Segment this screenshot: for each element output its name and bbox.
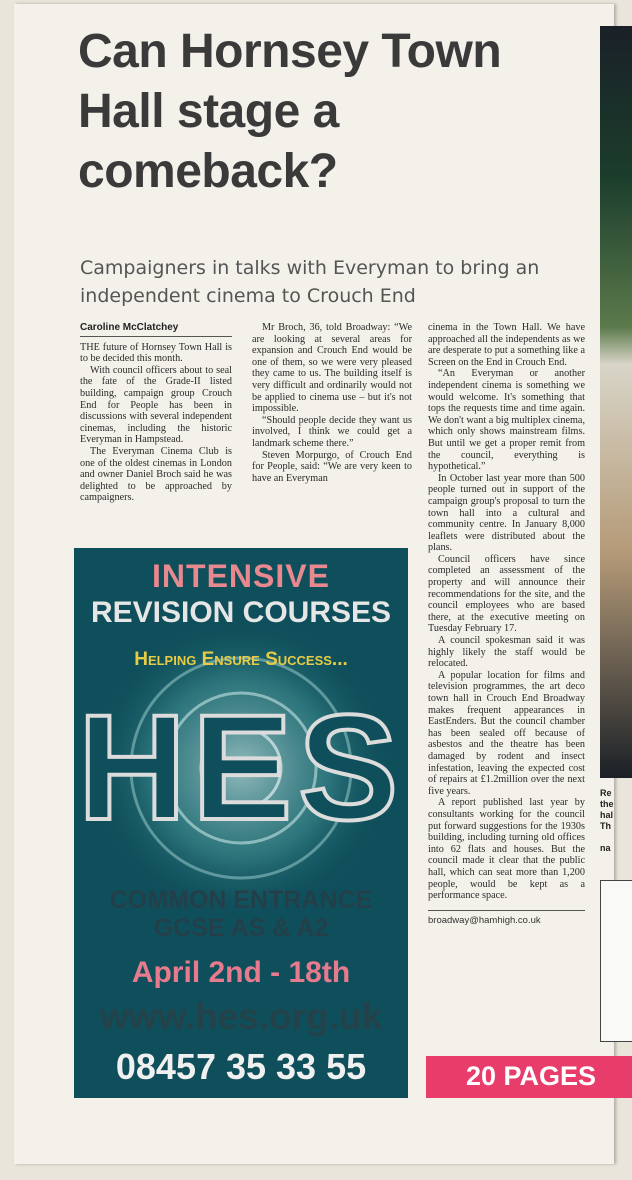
- ad-tagline: Helping Ensure Success...: [134, 649, 348, 670]
- ad-common-entrance: COMMON ENTRANCE: [109, 886, 373, 914]
- ad-phone: 08457 35 33 55: [115, 1046, 367, 1087]
- paragraph: Steven Morpurgo, of Crouch End for People, said: “We are very keen to have an Everyman: [252, 449, 412, 484]
- photo-caption-fragment: Re the hal Th na: [600, 788, 614, 853]
- paragraph: THE future of Hornsey Town Hall is to be decided this month.: [80, 341, 232, 365]
- sidebar-box: [600, 880, 632, 1042]
- banner-text: 20 PAGES: [466, 1061, 597, 1091]
- paragraph: Mr Broch, 36, told Broadway: “We are looking at several areas for expansion and Crouch End would be one of them, so we were very pleased they came to us. The building itself is very difficult and ordinarily would not be applied to cinema use – but it's not impossible.: [252, 322, 412, 415]
- paragraph: “Should people decide they want us involved, I think we could get a landmark scheme there.”: [252, 414, 412, 449]
- paragraph: A popular location for films and television programmes, the art deco town hall in Crouch End Broadway makes frequent appearances in EastEnders. But the council chamber has been sealed off because of asbestos and the theatre has been damaged by rodent and insect infestation, leaving the expected cost of repairs at £1.2million over the next five years.: [428, 669, 585, 797]
- article-column-1: [80, 322, 232, 504]
- paragraph: In October last year more than 500 people turned out in support of the campaign group's proposal to turn the town hall into a cultural and community centre. In January 8,000 leaflets were distributed about the plans.: [428, 472, 585, 554]
- hes-logo: HES: [77, 683, 405, 851]
- paragraph: A council spokesman said it was highly likely the staff would be relocated.: [428, 635, 585, 670]
- ad-gcse: GCSE AS & A2: [153, 914, 329, 942]
- author-email: broadway@hamhigh.co.uk: [428, 910, 585, 927]
- cropped-photo: [600, 26, 632, 778]
- paragraph: With council officers about to seal the fate of the Grade-II listed building, campaign group Crouch End for People has been in discussions with several independent cinemas, including the historic Everyman in Hampstead.: [80, 364, 232, 446]
- standfirst: Campaigners in talks with Everyman to bring an independent cinema to Crouch End: [80, 257, 540, 307]
- pages-banner: [426, 1056, 632, 1098]
- article-column-3: [428, 322, 585, 926]
- ad-url: www.hes.org.uk: [99, 996, 383, 1037]
- byline: Caroline McClatchey: [80, 322, 232, 337]
- paragraph: “An Everyman or another independent cinema is something we would welcome. It's something that tops the requests time and time again. We don't want a big multiplex cinema, which only shows mainstream films. But until we get a proper remit from the council, everything is hypothetical.”: [428, 368, 585, 473]
- paragraph: cinema in the Town Hall. We have approached all the independents as we are desperate to put a something like a Screen on the End in Crouch End.: [428, 322, 585, 368]
- hes-advertisement: [74, 548, 408, 1098]
- paragraph: A report published last year by consultants working for the council put forward suggestions for the 1930s building, including turning old offices into 62 flats and houses. But the council made it clear that the public hall, which can seat more than 1,200 people, would be kept as a performance space.: [428, 797, 585, 902]
- ad-intensive: INTENSIVE: [152, 558, 330, 594]
- ad-revision-courses: REVISION COURSES: [90, 596, 392, 629]
- paragraph: Council officers have since completed an assessment of the property and will announce their recommendations for the site, and the council employees who are based there, at the executive meeting on Tuesday February 17.: [428, 553, 585, 635]
- headline: Can Hornsey Town Hall stage a comeback?: [78, 25, 502, 198]
- paragraph: The Everyman Cinema Club is one of the oldest cinemas in London and owner Daniel Broch said he was delighted to be approached by campaigners.: [80, 445, 232, 504]
- article-column-2: [252, 322, 412, 484]
- ad-dates: April 2nd - 18th: [131, 956, 351, 989]
